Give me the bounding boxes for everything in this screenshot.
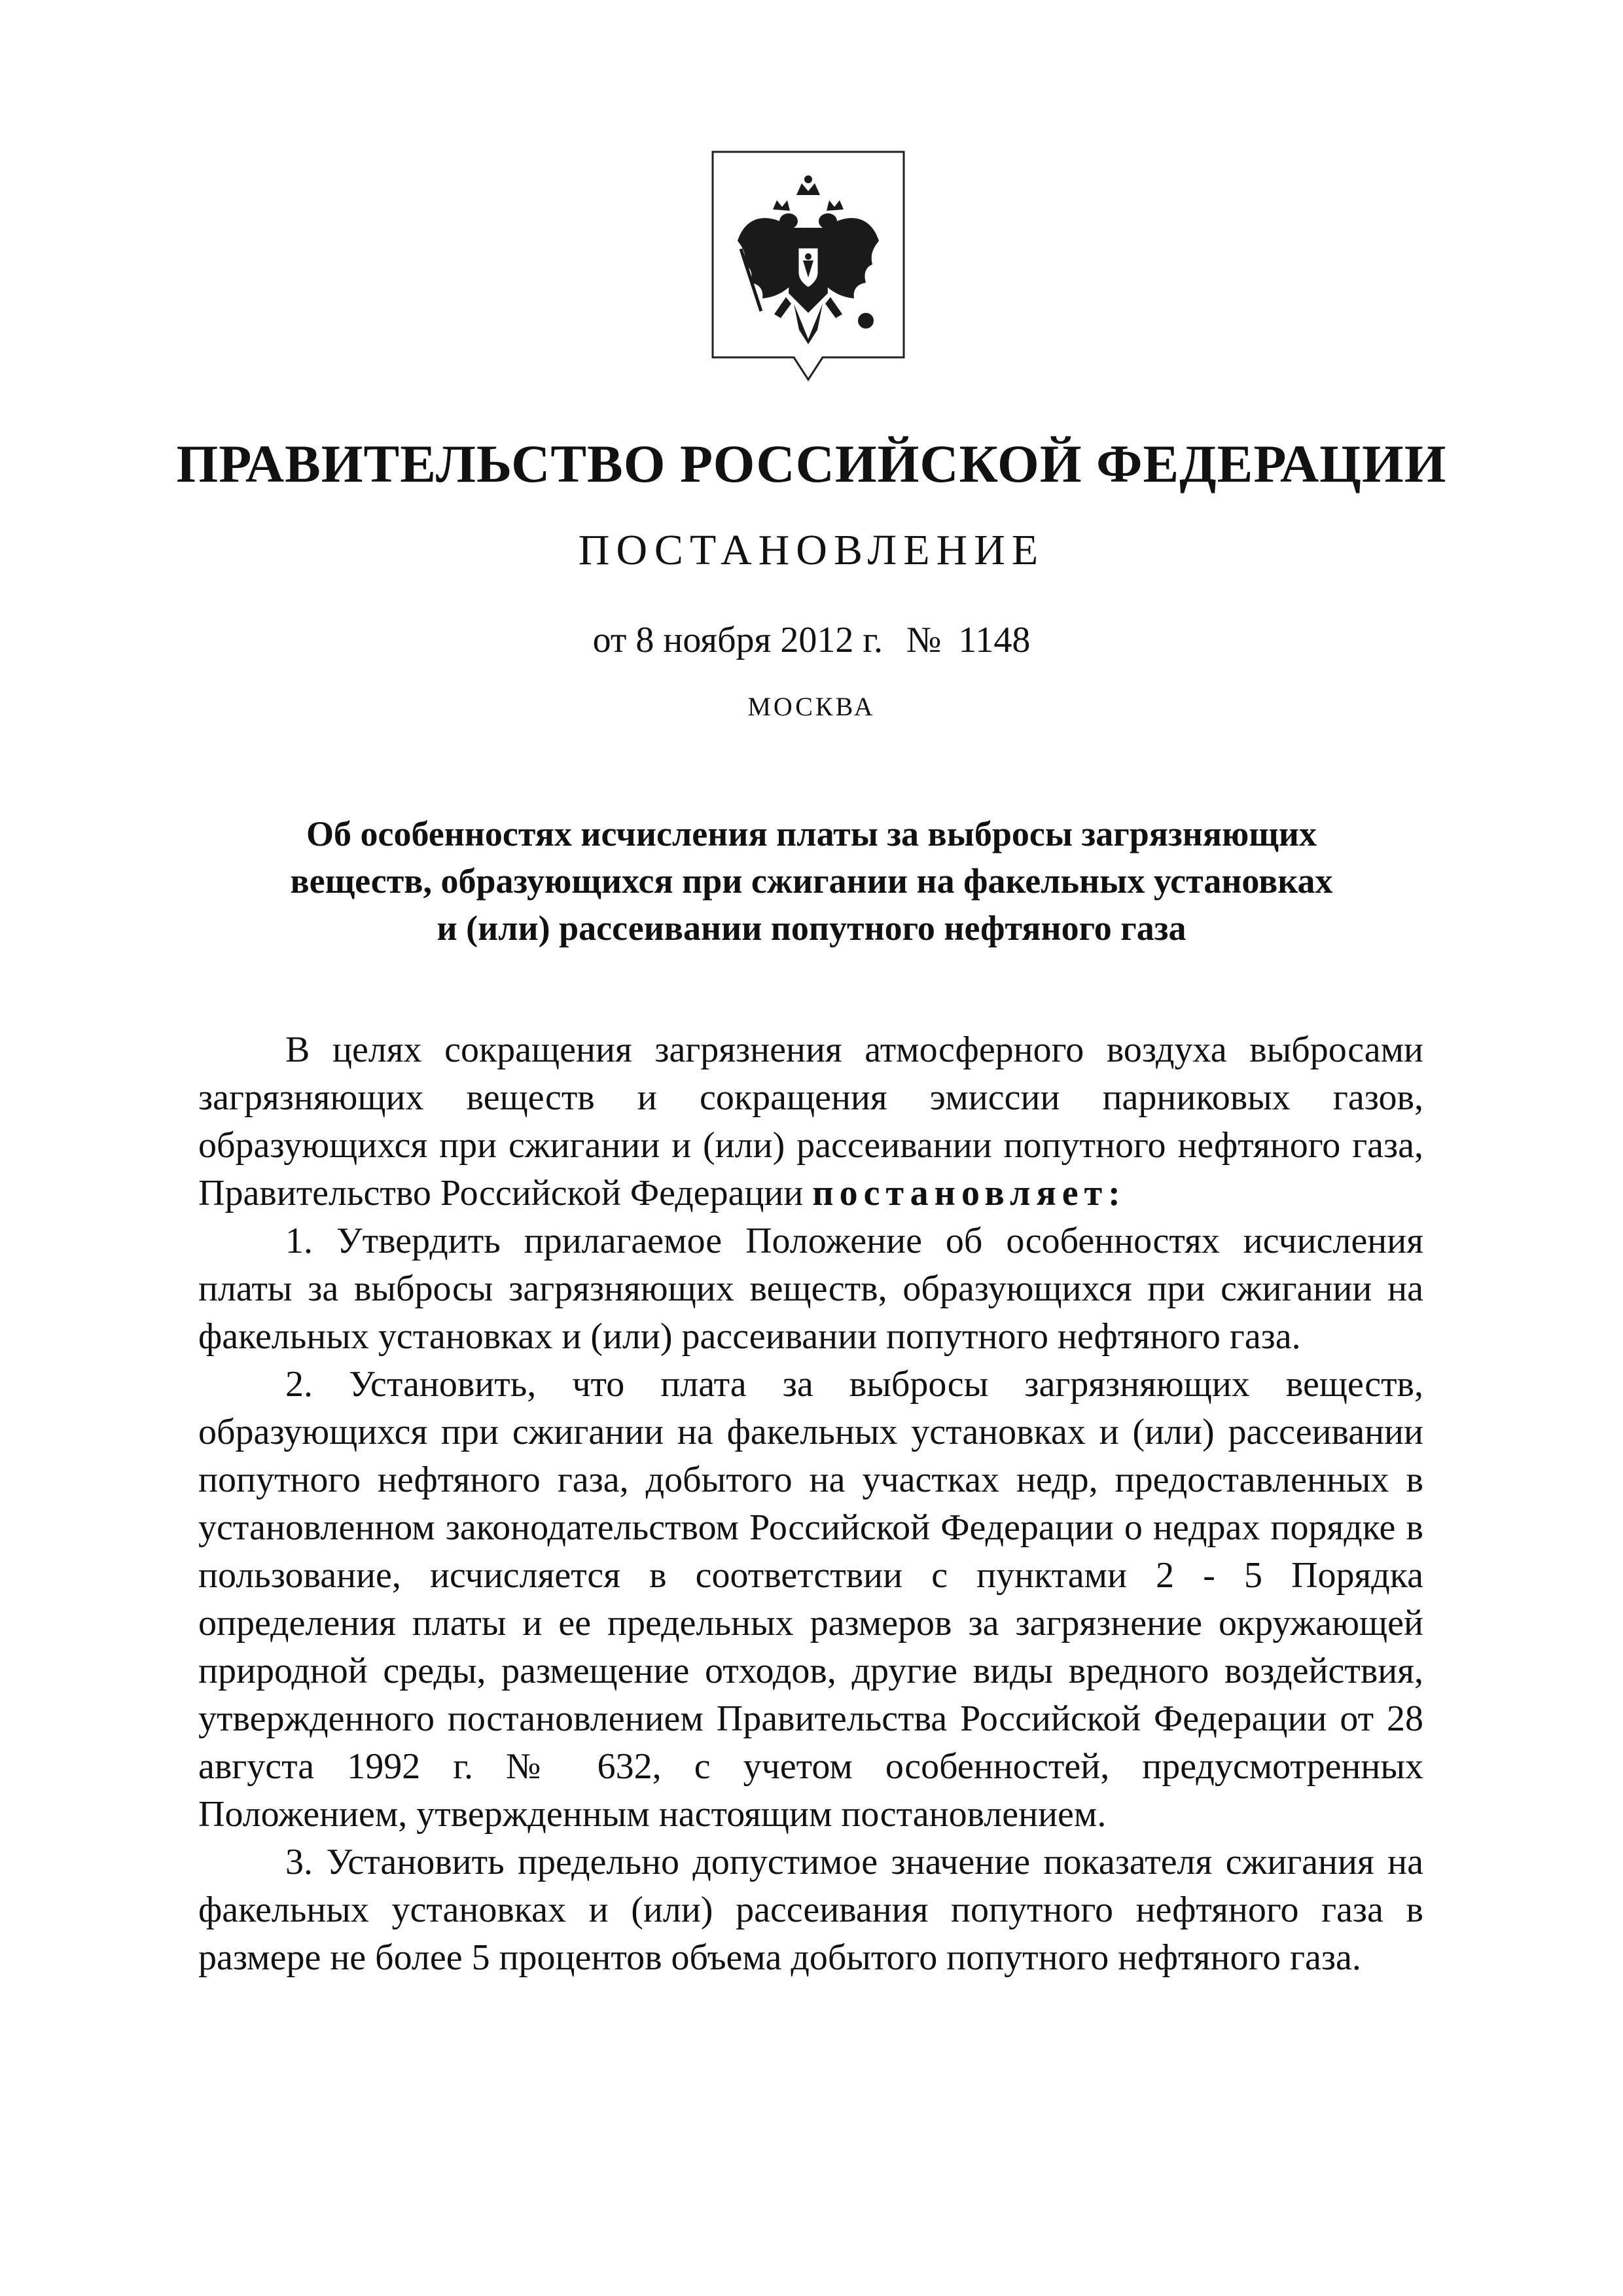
- document-type: ПОСТАНОВЛЕНИЕ: [578, 526, 1045, 574]
- russian-coat-of-arms-icon: [710, 149, 906, 385]
- document-date: от 8 ноября 2012 г.: [592, 620, 883, 660]
- document-title: [196, 810, 1427, 952]
- document-number: 1148: [958, 620, 1031, 660]
- title-line: веществ, образующихся при сжигании на факельных установках: [290, 861, 1333, 901]
- intro-paragraph: [198, 1026, 1423, 1217]
- decree-word: постановляет:: [812, 1173, 1126, 1213]
- organization-name: ПРАВИТЕЛЬСТВО РОССИЙСКОЙ ФЕДЕРАЦИИ: [176, 434, 1447, 493]
- document-body: [198, 1026, 1423, 1982]
- date-number-line: [0, 622, 1623, 658]
- title-line: Об особенностях исчисления платы за выбросы загрязняющих: [306, 814, 1317, 853]
- item-paragraph: 1. Утвердить прилагаемое Положение об особенностях исчисления платы за выбросы загрязняющих веществ, образующихся при сжигании на факельных установках и (или) рассеивании попутного нефтяного газа.: [198, 1221, 1423, 1357]
- item-paragraph: 2. Установить, что плата за выбросы загрязняющих веществ, образующихся при сжигании на факельных установках и (или) рассеивании попутного нефтяного газа, добытого на участках недр, предоставленных в установленном законодательством Российской Федерации о недрах порядке в пользование, исчисляется в соответствии с пунктами 2 - 5 Порядка определения платы и ее предельных размеров за загрязнение окружающей природной среды, размещение отходов, другие виды вредного воздействия, утвержденного постановлением Правительства Российской Федерации от 28 августа 1992 г. № 632, с учетом особенностей, предусмотренных Положением, утвержденным настоящим постановлением.: [198, 1364, 1423, 1835]
- intro-text: В целях сокращения загрязнения атмосферного воздуха выбросами загрязняющих веществ и сокращения эмиссии парниковых газов, образующихся при сжигании и (или) рассеивании попутного нефтяного газа, Правительство Российской Федерации: [198, 1030, 1423, 1213]
- number-sign: №: [906, 620, 942, 660]
- city: МОСКВА: [747, 692, 876, 721]
- item-paragraph: 3. Установить предельно допустимое значение показателя сжигания на факельных установках и (или) рассеивания попутного нефтяного газа в размере не более 5 процентов объема добытого попутного нефтяного газа.: [198, 1842, 1423, 1978]
- title-line: и (или) рассеивании попутного нефтяного газа: [437, 908, 1186, 948]
